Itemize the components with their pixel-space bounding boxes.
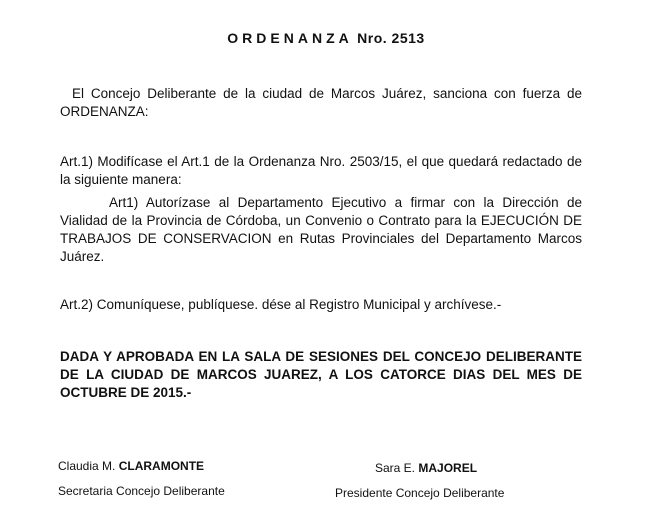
- article-1-body-paragraph: Art1) Autorízase al Departamento Ejecutivo a firmar con la Dirección de Vialidad de la Provincia de Córdoba, un Convenio o Contrato para la EJECUCIÓN DE TRABAJOS DE CONSERVACION en Rutas Provinciales del Departamento Marcos Juárez.: [60, 195, 582, 264]
- signature-left-surname: CLARAMONTE: [118, 459, 205, 473]
- article-2-paragraph: Art.2) Comuníquese, publíquese. dése al Registro Municipal y archívese.-: [60, 297, 502, 312]
- intro-paragraph: El Concejo Deliberante de la ciudad de Marcos Juárez, sanciona con fuerza de ORDENANZA:: [60, 86, 582, 119]
- title-word: ORDENANZA: [227, 30, 353, 46]
- signature-right-surname: MAJOREL: [418, 461, 478, 475]
- document-title: [0, 30, 652, 46]
- signature-left-role: Secretaria Concejo Deliberante: [58, 484, 225, 498]
- article-1-paragraph: Art.1) Modifícase el Art.1 de la Ordenanza Nro. 2503/15, el que quedará redactado de la siguiente manera:: [60, 154, 582, 187]
- approval-statement: DADA Y APROBADA EN LA SALA DE SESIONES DEL CONCEJO DELIBERANTE DE LA CIUDAD DE MARCOS JUAREZ, A LOS CATORCE DIAS DEL MES DE OCTUBRE DE 2015.-: [60, 349, 582, 400]
- signature-left-first-name: Claudia M.: [58, 459, 116, 473]
- signature-right-first-name: Sara E.: [375, 461, 416, 475]
- signature-right-name: [375, 461, 477, 475]
- signature-left-name: [58, 459, 204, 473]
- title-number: Nro. 2513: [357, 30, 425, 46]
- signature-right-role: Presidente Concejo Deliberante: [335, 486, 505, 500]
